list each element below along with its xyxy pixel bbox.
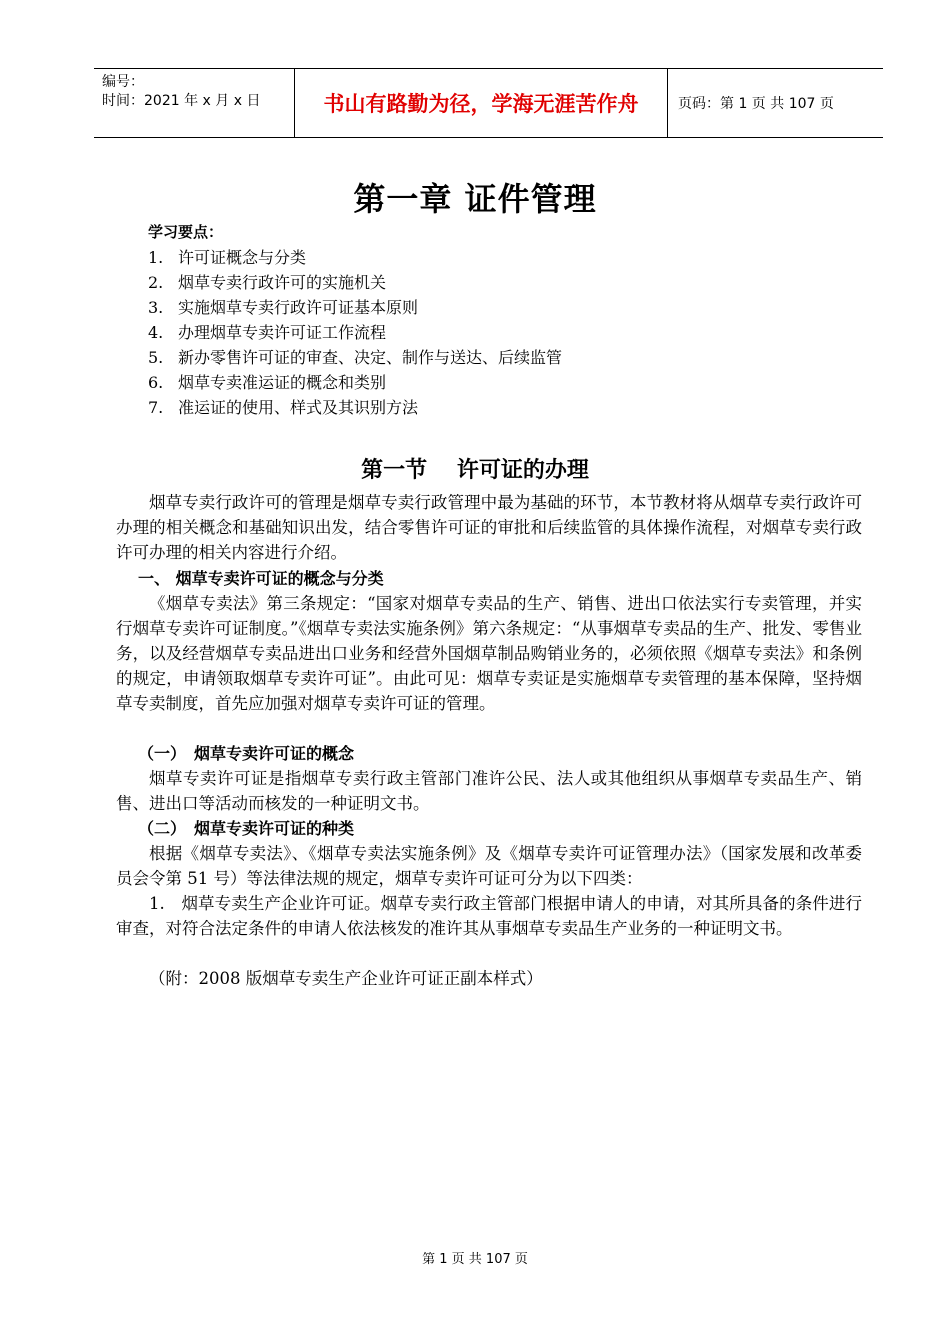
chapter-title: 第一章 证件管理 bbox=[353, 180, 597, 218]
concept-paragraph: 烟草专卖许可证是指烟草专卖行政主管部门准许公民、法人或其他组织从事烟草专卖品生产、销售、进出口等活动而核发的一种证明文书。 bbox=[116, 769, 862, 813]
subheading-concept: （一） 烟草专卖许可证的概念 bbox=[138, 744, 355, 763]
list-item-text: 烟草专卖准运证的概念和类别 bbox=[178, 373, 387, 392]
section-title: 第一节 许可证的办理 bbox=[361, 458, 589, 483]
list-item-number: 5. bbox=[148, 348, 164, 367]
header-motto: 书山有路勤为径，学海无涯苦作舟 bbox=[295, 69, 668, 137]
list-item bbox=[148, 370, 562, 395]
list-item bbox=[148, 270, 562, 295]
list-item-text: 办理烟草专卖许可证工作流程 bbox=[178, 323, 387, 342]
type1-paragraph: 1. 烟草专卖生产企业许可证。烟草专卖行政主管部门根据申请人的申请，对其所具备的条件进行审查，对符合法定条件的申请人依法核发的准许其从事烟草专卖品生产业务的一种证明文书。 bbox=[116, 894, 862, 938]
list-item-text: 准运证的使用、样式及其识别方法 bbox=[178, 398, 419, 417]
header-table bbox=[94, 68, 883, 138]
list-item-number: 1. bbox=[148, 248, 164, 267]
list-item bbox=[148, 245, 562, 270]
study-points bbox=[148, 220, 562, 420]
list-item-number: 3. bbox=[148, 298, 164, 317]
list-item-text: 新办零售许可证的审查、决定、制作与送达、后续监管 bbox=[178, 348, 563, 367]
heading-concept-and-types: 一、 烟草专卖许可证的概念与分类 bbox=[138, 569, 384, 588]
list-item bbox=[148, 320, 562, 345]
header-meta-cell bbox=[94, 69, 295, 137]
intro-paragraph: 烟草专卖行政许可的管理是烟草专卖行政管理中最为基础的环节，本节教材将从烟草专卖行政许可办理的相关概念和基础知识出发，结合零售许可证的审批和后续监管的具体操作流程，对烟草专卖行政许可办理的相关内容进行介绍。 bbox=[116, 493, 862, 562]
list-item-number: 7. bbox=[148, 398, 164, 417]
list-item-number: 2. bbox=[148, 273, 164, 292]
page-footer: 第 1 页 共 107 页 bbox=[422, 1252, 528, 1267]
list-item-number: 6. bbox=[148, 373, 164, 392]
list-item bbox=[148, 345, 562, 370]
study-points-title: 学习要点： bbox=[148, 223, 224, 241]
subheading-types: （二） 烟草专卖许可证的种类 bbox=[138, 819, 355, 838]
list-item-text: 许可证概念与分类 bbox=[178, 248, 307, 267]
list-item bbox=[148, 395, 562, 420]
number-label: 编号： bbox=[102, 74, 144, 90]
header-page-label: 页码：第 1 页 共 107 页 bbox=[678, 96, 834, 112]
types-paragraph: 根据《烟草专卖法》、《烟草专卖法实施条例》及《烟草专卖许可证管理办法》（国家发展和改革委员会令第 51 号）等法律法规的规定，烟草专卖许可证可分为以下四类： bbox=[116, 844, 862, 888]
law-paragraph: 《烟草专卖法》第三条规定：“国家对烟草专卖品的生产、销售、进出口依法实行专卖管理，并实行烟草专卖许可证制度。”《烟草专卖法实施条例》第六条规定：“从事烟草专卖品的生产、批发、零售业务，以及经营烟草专卖品进出口业务和经营外国烟草制品购销业务的，必须依照《烟草专卖法》和条例的规定，申请领取烟草专卖许可证”。由此可见：烟草专卖证是实施烟草专卖管理的基本保障，坚持烟草专卖制度，首先应加强对烟草专卖许可证的管理。 bbox=[116, 594, 862, 713]
list-item bbox=[148, 295, 562, 320]
list-item-text: 烟草专卖行政许可的实施机关 bbox=[178, 273, 387, 292]
list-item-text: 实施烟草专卖行政许可证基本原则 bbox=[178, 298, 419, 317]
list-item-number: 4. bbox=[148, 323, 164, 342]
attachment-note: （附：2008 版烟草专卖生产企业许可证正副本样式） bbox=[149, 969, 543, 988]
time-label: 时间：2021 年 x 月 x 日 bbox=[102, 93, 261, 109]
